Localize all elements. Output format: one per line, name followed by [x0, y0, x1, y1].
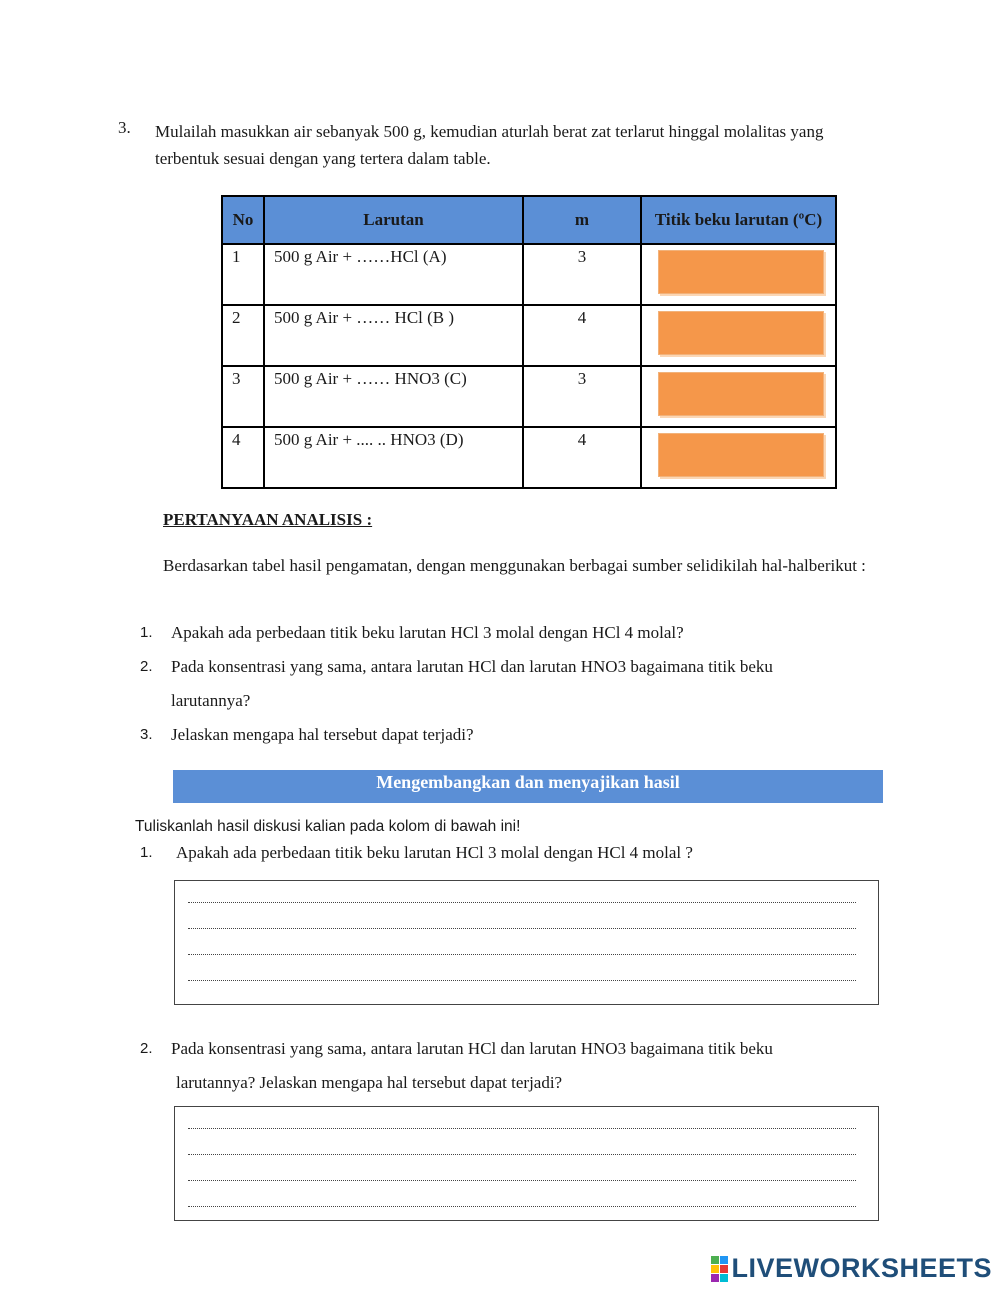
cell-no: 3: [222, 366, 264, 427]
header-larutan: Larutan: [264, 196, 523, 244]
cell-larutan: 500 g Air + .... .. HNO3 (D): [264, 427, 523, 488]
dotted-line: [188, 1103, 856, 1129]
question-number: 1.: [140, 844, 153, 861]
question-text: Apakah ada perbedaan titik beku larutan HCl 3 molal dengan HCl 4 molal?: [171, 623, 684, 642]
header-titik-beku: Titik beku larutan (ºC): [641, 196, 836, 244]
question-continuation: larutannya?: [171, 691, 251, 710]
step-instruction: Mulailah masukkan air sebanyak 500 g, kemudian aturlah berat zat terlarut hinggal molalitas yang terbentuk sesuai dengan yang tertera dalam table.: [155, 122, 824, 168]
cell-m: 4: [523, 305, 641, 366]
dotted-line: [188, 903, 856, 929]
dotted-line: [188, 955, 856, 981]
dotted-line: [188, 1181, 856, 1207]
question-number: 2.: [140, 658, 153, 675]
list-item: [140, 616, 880, 650]
analisis-title: PERTANYAAN ANALISIS :: [163, 510, 373, 529]
question-number: 1.: [140, 624, 153, 641]
dotted-line: [188, 877, 856, 903]
step-number: 3.: [118, 118, 131, 137]
cell-answer: [641, 427, 836, 488]
answer-input-d[interactable]: [658, 433, 824, 477]
question-text: Pada konsentrasi yang sama, antara larutan HCl dan larutan HNO3 bagaimana titik beku: [171, 657, 773, 676]
answer-input-c[interactable]: [658, 372, 824, 416]
question-text: Apakah ada perbedaan titik beku larutan HCl 3 molal dengan HCl 4 molal ?: [176, 843, 693, 862]
observation-table: [221, 195, 837, 489]
section-banner: Mengembangkan dan menyajikan hasil: [173, 770, 883, 803]
cell-m: 4: [523, 427, 641, 488]
question-text: Pada konsentrasi yang sama, antara larutan HCl dan larutan HNO3 bagaimana titik beku: [171, 1039, 773, 1058]
cell-no: 1: [222, 244, 264, 305]
table-row: [222, 244, 836, 305]
cell-no: 2: [222, 305, 264, 366]
brand-name: LIVEWORKSHEETS: [731, 1253, 992, 1283]
header-m: m: [523, 196, 641, 244]
question-text: Jelaskan mengapa hal tersebut dapat terjadi?: [171, 725, 474, 744]
discussion-instruction: Tuliskanlah hasil diskusi kalian pada kolom di bawah ini!: [135, 818, 521, 835]
answer-box-2[interactable]: [174, 1106, 879, 1221]
header-no: No: [222, 196, 264, 244]
discussion-question-1: [140, 840, 693, 866]
cell-larutan: 500 g Air + ……HCl (A): [264, 244, 523, 305]
cell-m: 3: [523, 366, 641, 427]
list-item: [140, 718, 880, 752]
question-number: 3.: [140, 726, 153, 743]
answer-box-1[interactable]: [174, 880, 879, 1005]
dotted-line: [188, 1129, 856, 1155]
cell-answer: [641, 305, 836, 366]
question-number: 2.: [140, 1040, 153, 1057]
cell-larutan: 500 g Air + …… HCl (B ): [264, 305, 523, 366]
cell-answer: [641, 366, 836, 427]
list-item: [140, 1032, 875, 1066]
cell-no: 4: [222, 427, 264, 488]
cell-answer: [641, 244, 836, 305]
dotted-line: [188, 929, 856, 955]
table-row: [222, 366, 836, 427]
question-continuation: larutannya? Jelaskan mengapa hal tersebut dapat terjadi?: [176, 1073, 563, 1092]
cell-m: 3: [523, 244, 641, 305]
liveworksheets-logo-icon: [711, 1256, 728, 1282]
dotted-line: [188, 1155, 856, 1181]
brand-logo: [711, 1253, 992, 1284]
table-row: [222, 305, 836, 366]
list-item: [140, 650, 880, 684]
cell-larutan: 500 g Air + …… HNO3 (C): [264, 366, 523, 427]
table-header-row: [222, 196, 836, 244]
analisis-intro: Berdasarkan tabel hasil pengamatan, dengan menggunakan berbagai sumber selidikilah hal-halberikut :: [163, 556, 866, 575]
answer-input-a[interactable]: [658, 250, 824, 294]
discussion-question-2: [140, 1032, 875, 1100]
analisis-question-list: [140, 616, 880, 752]
table-row: [222, 427, 836, 488]
answer-input-b[interactable]: [658, 311, 824, 355]
